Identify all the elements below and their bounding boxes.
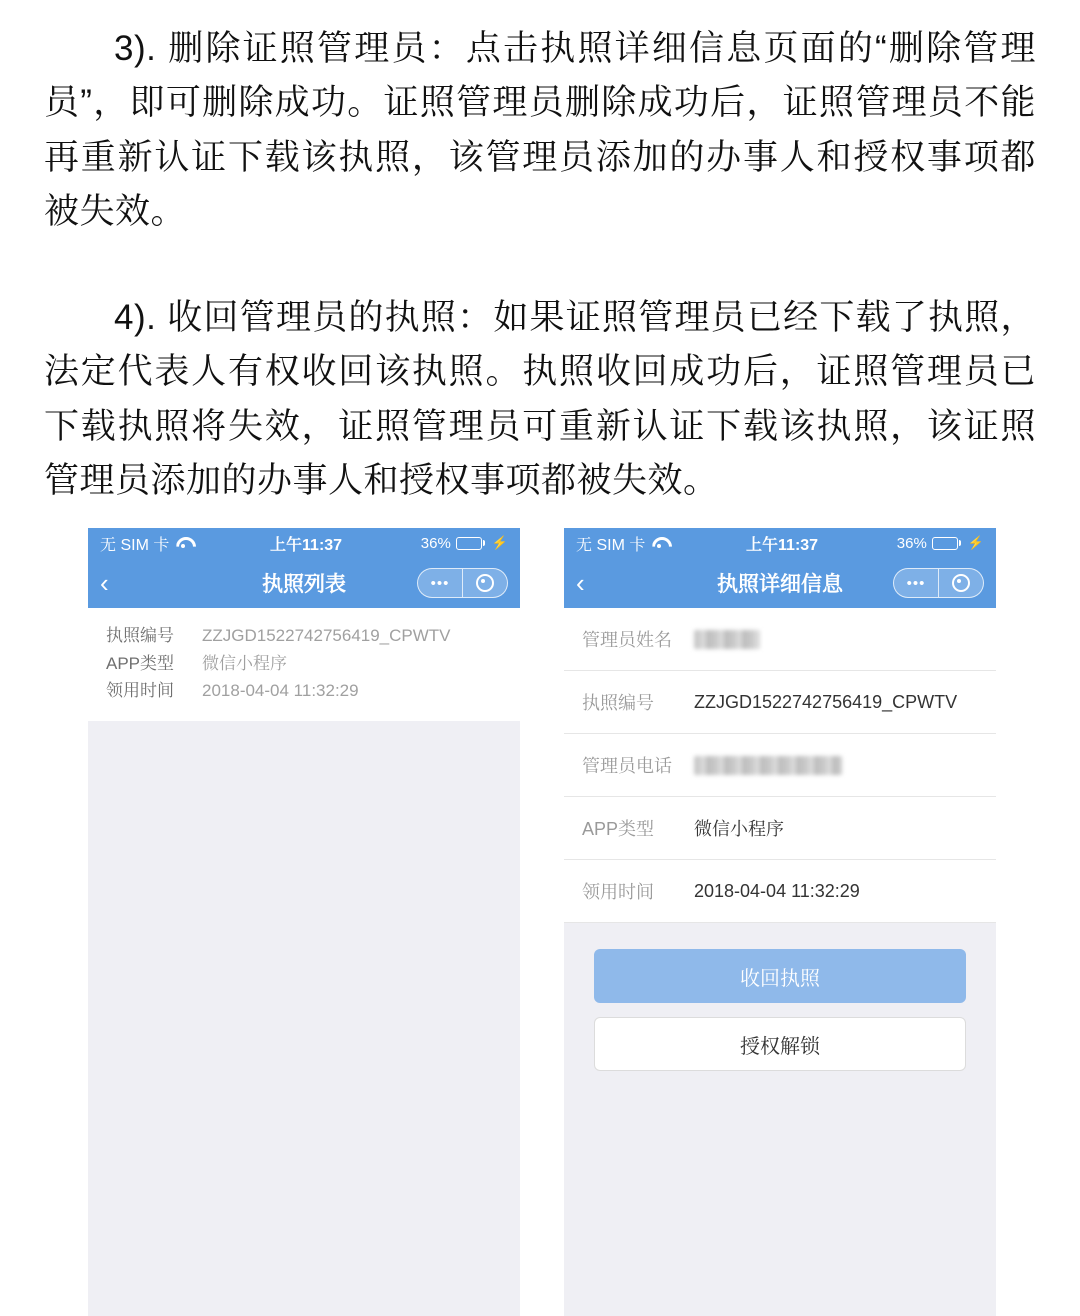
- status-left: [100, 532, 191, 555]
- nav-bar: [564, 558, 996, 608]
- more-menu-button[interactable]: [894, 569, 938, 597]
- close-mini-program-button[interactable]: [938, 569, 983, 597]
- battery-percent-label: 36%: [896, 534, 927, 552]
- battery-percent-label: 36%: [420, 534, 451, 552]
- row-label: 领用时间: [582, 882, 654, 902]
- status-time: 上午11:37: [270, 536, 343, 554]
- mini-program-capsule: [417, 568, 508, 598]
- license-list-item[interactable]: [88, 608, 520, 721]
- phone-screenshot-list: [88, 528, 520, 1316]
- back-button[interactable]: ‹: [576, 568, 585, 598]
- row-value: ZZJGD1522742756419_CPWTV: [202, 626, 451, 645]
- nav-bar: [88, 558, 520, 608]
- list-item-row: [106, 677, 502, 705]
- redacted-value: [694, 756, 842, 775]
- carrier-label: 无 SIM 卡: [100, 536, 170, 554]
- status-right: [897, 535, 984, 552]
- battery-icon: [456, 537, 485, 550]
- status-left: [576, 532, 667, 555]
- document-body: [0, 0, 1080, 508]
- battery-icon: [932, 537, 961, 550]
- revoke-license-button[interactable]: 收回执照: [594, 949, 966, 1003]
- back-button[interactable]: ‹: [100, 568, 109, 598]
- list-item-row: [106, 622, 502, 650]
- wifi-icon: [651, 537, 667, 549]
- license-detail-list: [564, 608, 996, 923]
- phone-screenshot-detail: [564, 528, 996, 1316]
- mini-program-capsule: [893, 568, 984, 598]
- row-value: 微信小程序: [694, 819, 784, 839]
- row-label: 执照编号: [582, 693, 654, 713]
- row-label: 管理员电话: [582, 756, 672, 776]
- screenshot-pair: [0, 528, 1080, 1316]
- status-bar: [564, 528, 996, 558]
- page-title: 执照详细信息: [717, 573, 843, 596]
- page-title: 执照列表: [262, 573, 346, 596]
- detail-row-license-number: [564, 671, 996, 734]
- charging-bolt-icon: ⚡: [967, 535, 984, 550]
- redacted-value: [694, 630, 760, 649]
- row-label: 管理员姓名: [582, 630, 672, 650]
- more-dots-icon: •••: [430, 574, 450, 592]
- detail-row-manager-name: [564, 608, 996, 671]
- wifi-icon: [175, 537, 191, 549]
- target-circle-icon: [952, 574, 970, 592]
- status-time: 上午11:37: [746, 536, 819, 554]
- list-item-row: [106, 650, 502, 678]
- row-label: APP类型: [582, 819, 655, 839]
- status-right: [421, 535, 508, 552]
- more-dots-icon: •••: [906, 574, 926, 592]
- close-mini-program-button[interactable]: [462, 569, 507, 597]
- row-label: 领用时间: [106, 681, 174, 701]
- charging-bolt-icon: ⚡: [491, 535, 508, 550]
- row-value: 2018-04-04 11:32:29: [694, 880, 860, 901]
- detail-row-claim-time: [564, 860, 996, 923]
- row-label: 执照编号: [106, 626, 174, 645]
- detail-row-manager-phone: [564, 734, 996, 797]
- more-menu-button[interactable]: [418, 569, 462, 597]
- action-buttons: [564, 923, 996, 1071]
- authorize-unlock-button[interactable]: 授权解锁: [594, 1017, 966, 1071]
- carrier-label: 无 SIM 卡: [576, 536, 646, 554]
- row-value: ZZJGD1522742756419_CPWTV: [694, 691, 958, 712]
- detail-row-app-type: [564, 797, 996, 860]
- target-circle-icon: [476, 574, 494, 592]
- paragraph-3: 3). 删除证照管理员：点击执照详细信息页面的“删除管理员”，即可删除成功。证照管理员删除成功后，证照管理员不能再重新认证下载该执照，该管理员添加的办事人和授权事项都被失效。: [44, 29, 1036, 231]
- row-label: APP类型: [106, 653, 175, 673]
- row-value: 2018-04-04 11:32:29: [202, 681, 359, 701]
- paragraph-4: 4). 收回管理员的执照：如果证照管理员已经下载了执照，法定代表人有权收回该执照。执照收回成功后，证照管理员已下载执照将失效，证照管理员可重新认证下载该执照，该证照管理员添加的办事人和授权事项都被失效。: [44, 298, 1036, 500]
- row-value: 微信小程序: [202, 653, 287, 673]
- status-bar: [88, 528, 520, 558]
